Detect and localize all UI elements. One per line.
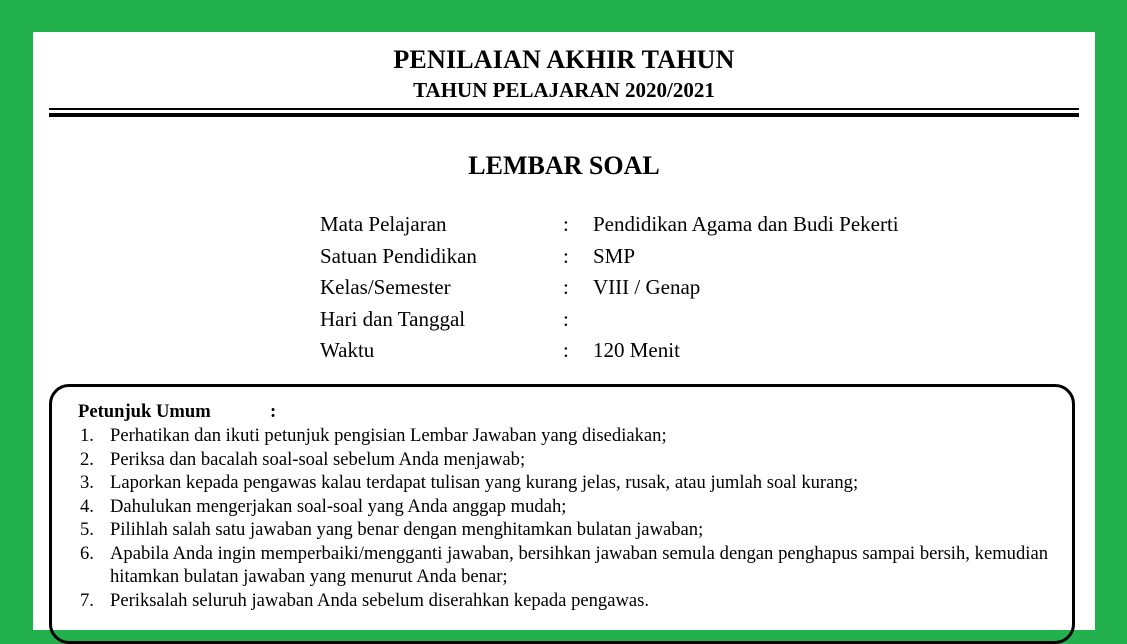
instructions-heading-label: Petunjuk Umum [78,401,211,422]
sheet-title: LEMBAR SOAL [468,151,660,180]
list-item [80,589,1048,613]
list-item [80,542,1048,589]
info-label: Kelas/Semester [320,275,451,299]
item-text: Dahulukan mengerjakan soal-soal yang Anda anggap mudah; [110,495,567,517]
instructions-list [80,424,1048,612]
list-item [80,495,1048,519]
item-text: Pilihlah salah satu jawaban yang benar dengan menghitamkan bulatan jawaban; [110,519,704,540]
list-item [80,448,1048,472]
item-text: Apabila Anda ingin memperbaiki/mengganti jawaban, bersihkan jawaban semula dengan penghapus sampai bersih, kemudian hitamkan bulatan jawaban yang menurut Anda benar; [110,542,1048,587]
item-number: 4. [80,495,94,517]
item-number: 2. [80,448,94,470]
info-value: VIII / Genap [593,275,701,299]
info-colon: : [563,275,569,299]
list-item [80,518,1048,542]
info-value: SMP [593,243,636,268]
info-colon: : [563,306,569,331]
info-label: Satuan Pendidikan [320,243,477,268]
info-label: Waktu [320,338,375,362]
info-value: 120 Menit [593,338,680,362]
info-colon: : [563,243,569,268]
item-number: 7. [80,589,94,611]
list-item [80,471,1048,495]
general-instructions-box [49,384,1075,644]
item-text: Periksalah seluruh jawaban Anda sebelum diserahkan kepada pengawas. [110,589,650,611]
item-number: 5. [80,519,94,540]
exam-title: PENILAIAN AKHIR TAHUN [393,45,735,74]
header-divider-thick [49,113,1079,117]
item-number: 3. [80,472,94,493]
header-divider-thin [49,108,1079,110]
instructions-heading-colon: : [270,401,277,422]
info-colon: : [563,212,569,236]
item-text: Laporkan kepada pengawas kalau terdapat tulisan yang kurang jelas, rusak, atau jumlah soal kurang; [110,472,859,493]
document-page [33,32,1095,630]
item-text: Perhatikan dan ikuti petunjuk pengisian Lembar Jawaban yang disediakan; [110,425,667,446]
academic-year: TAHUN PELAJARAN 2020/2021 [413,78,715,102]
info-label: Mata Pelajaran [320,212,447,236]
item-number: 1. [80,425,94,446]
info-label: Hari dan Tanggal [320,306,466,331]
info-value: Pendidikan Agama dan Budi Pekerti [593,212,899,236]
list-item [80,424,1048,448]
info-colon: : [563,338,569,362]
item-number: 6. [80,542,94,564]
instructions-heading [78,401,277,423]
item-text: Periksa dan bacalah soal-soal sebelum Anda menjawab; [110,448,526,470]
